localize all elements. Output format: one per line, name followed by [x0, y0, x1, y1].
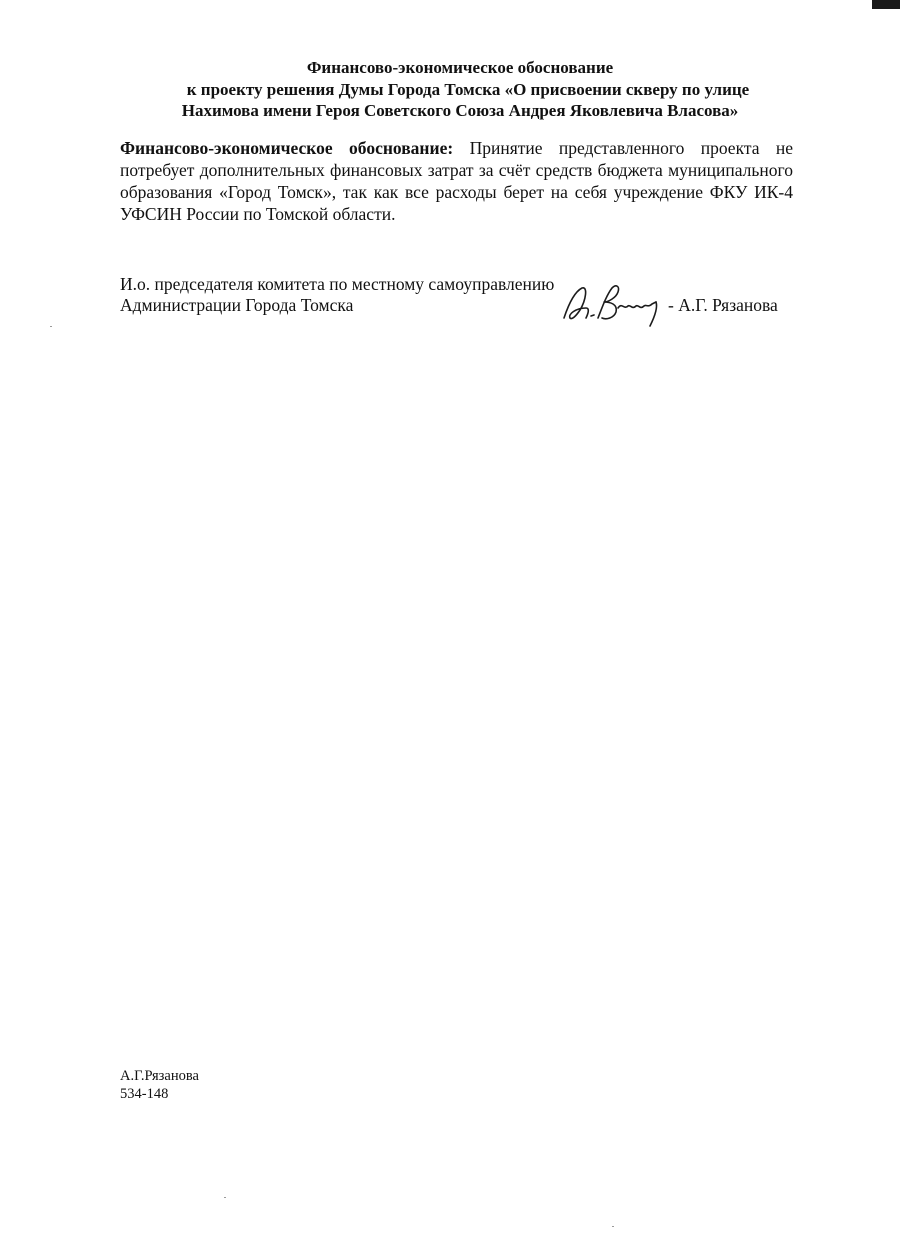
scan-artifact: [612, 1226, 614, 1227]
document-subtitle-line-2: Нахимова имени Героя Советского Союза Андрея Яковлевича Власова»: [181, 101, 739, 120]
justification-paragraph: [120, 137, 793, 225]
justification-text: Принятие представленного проекта не потребует дополнительных финансовых затрат за счёт средств бюджета муниципального образования «Город Томск», так как все расходы берет на себя учреждение ФКУ ИК-4 УФСИН России по Томской области.: [120, 138, 793, 224]
document-subtitle-line-1: к проекту решения Думы Города Томска «О присвоении скверу по улице: [186, 80, 750, 99]
executor-phone: 534-148: [120, 1086, 169, 1102]
document-title: Финансово-экономическое обоснование: [306, 58, 614, 77]
scan-artifact: [50, 326, 52, 327]
signatory-position-line-2: Администрации Города Томска: [120, 295, 354, 315]
signatory-position-line-1: И.о. председателя комитета по местному самоуправлению: [120, 274, 555, 294]
handwritten-signature: [558, 278, 678, 330]
scan-artifact: [224, 1197, 226, 1198]
signatory-name: - А.Г. Рязанова: [668, 295, 778, 315]
executor-name: А.Г.Рязанова: [120, 1068, 199, 1084]
justification-lead: Финансово-экономическое обоснование:: [120, 138, 454, 158]
scan-artifact: [872, 0, 900, 9]
